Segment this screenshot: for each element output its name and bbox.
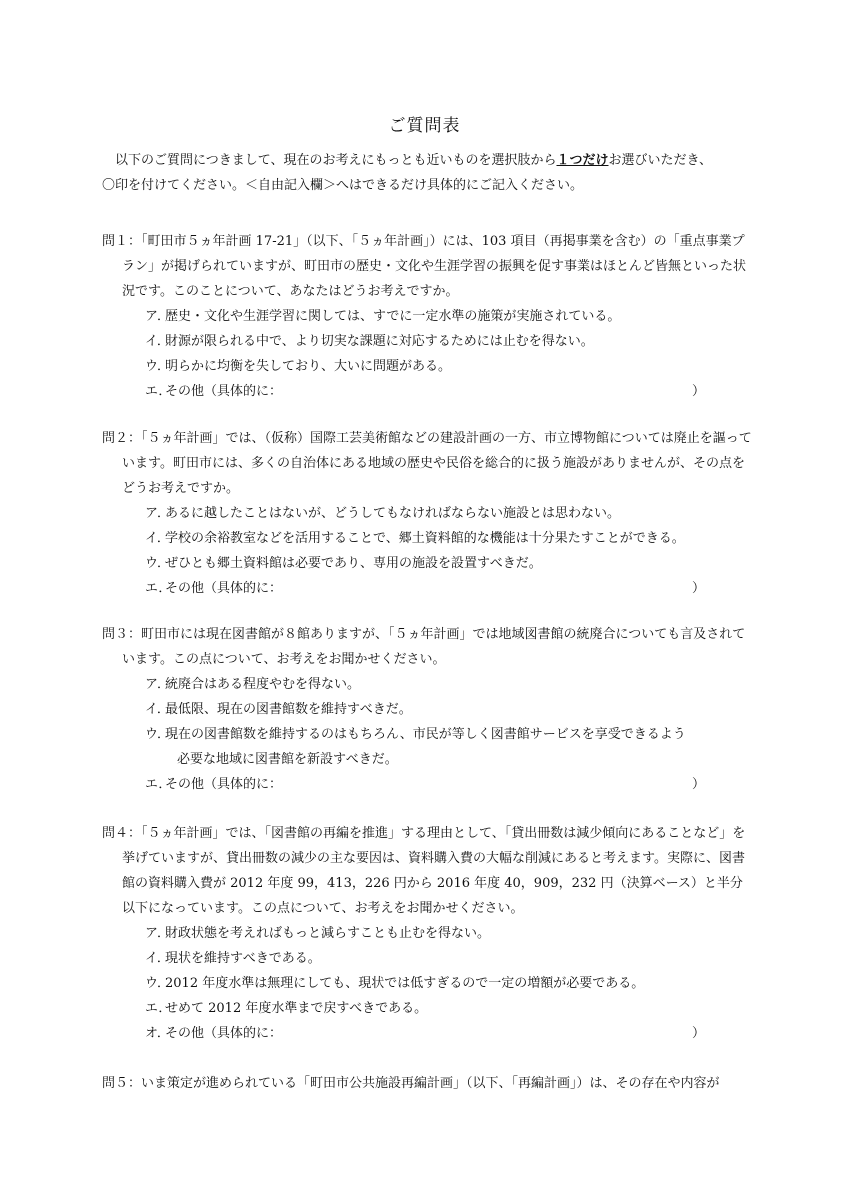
question-text [102,1071,752,1096]
intro-emphasis: １つだけ [556,153,609,168]
question-4 [102,821,752,1046]
question-5 [102,1071,752,1096]
option-mark: ア． [145,677,170,692]
option-text: その他（具体的に： [165,777,283,792]
option-mark: エ． [145,1001,172,1016]
option-text: 学校の余裕教室などを活用することで、郷土資料館的な機能は十分果たすことができる。 [165,531,685,546]
option-other[interactable] [102,379,752,404]
option-text: 最低限、現在の図書館数を維持すべきだ。 [165,702,412,717]
intro-text-after: お選びいただき、 [608,153,712,168]
question-body: いま策定が進められている「町田市公共施設再編計画」（以下、「再編計画」）は、その存在や内容が [141,1076,720,1091]
option-other[interactable] [102,1021,752,1046]
option-text: 現在の図書館数を維持するのはもちろん、市民が等しく図書館サービスを享受できるよう [165,727,686,742]
option-u[interactable] [102,971,752,996]
option-mark: イ． [145,951,170,966]
option-a[interactable] [102,672,752,697]
page-title: ご質問表 [388,116,461,136]
option-i[interactable] [102,697,752,722]
option-mark: イ． [145,531,170,546]
option-i[interactable] [102,526,752,551]
question-text [102,821,752,921]
option-list [102,501,752,601]
option-other[interactable] [102,772,752,797]
option-mark: ア． [145,309,170,324]
intro-text-before: 以下のご質問につきまして、現在のお考えにもっとも近いものを選択肢から [115,153,557,168]
question-label: 問５： [102,1076,142,1091]
other-close-paren: ） [692,384,706,399]
option-text: 2012 年度水準は無理にしても、現状では低すぎるので一定の増額が必要である。 [165,976,645,991]
question-1 [102,229,752,404]
option-a[interactable] [102,921,752,946]
option-mark: ウ． [145,976,170,991]
option-text-continued: 必要な地域に図書館を新設すべきだ。 [177,752,398,767]
question-label: 問２： [102,431,142,446]
question-text [102,229,752,304]
question-label: 問４： [102,826,142,841]
option-mark: ア． [145,506,170,521]
option-text: 財源が限られる中で、より切実な課題に対応するためには止むを得ない。 [165,334,594,349]
option-text: その他（具体的に： [165,384,283,399]
intro-line-1 [102,148,752,173]
option-list [102,921,752,1046]
question-text [102,426,752,501]
option-u[interactable] [102,354,752,379]
option-text: 現状を維持すべきである。 [165,951,321,966]
option-u[interactable] [102,551,752,576]
question-3 [102,622,752,797]
option-text: 明らかに均衡を失しており、大いに問題がある。 [165,359,452,374]
option-text: 歴史・文化や生涯学習に関しては、すでに一定水準の施策が実施されている。 [165,309,621,324]
intro-paragraph [102,148,752,198]
option-text: せめて 2012 年度水準まで戻すべきである。 [165,1001,428,1016]
option-i[interactable] [102,329,752,354]
question-text [102,622,752,672]
option-mark: エ． [145,777,172,792]
other-close-paren: ） [692,1026,706,1041]
question-label: 問３： [102,627,142,642]
option-a[interactable] [102,501,752,526]
option-list [102,672,752,797]
question-body: 「町田市５ヵ年計画 17-21」（以下、「５ヵ年計画」）には、103 項目（再掲事業を含む）の「重点事業プラン」が掲げられていますが、町田市の歴史・文化や生涯学習の振興を促す事業はほとんど皆無といった状況です。このことについて、あなたはどうお考えですか。 [122,234,747,299]
question-body: 「５ヵ年計画」では、（仮称）国際工芸美術館などの建設計画の一方、市立博物館については廃止を謳っています。町田市には、多くの自治体にある地域の歴史や民俗を総合的に扱う施設がありませんが、その点をどうお考えですか。 [122,431,752,496]
option-text: ぜひとも郷土資料館は必要であり、専用の施設を設置すべきだ。 [165,556,542,571]
option-u[interactable] [102,722,752,772]
question-body: 「５ヵ年計画」では、「図書館の再編を推進」する理由として、「貸出冊数は減少傾向にあることなど」を挙げていますが、貸出冊数の減少の主な要因は、資料購入費の大幅な削減にあると考えます。実際に、図書館の資料購入費が 2012 年度 99，413，226 円から 2016 年度 40，909，232 円（決算ベース）と半分以下になっています。この点について、お考えをお聞かせください。 [122,826,746,916]
option-text: 統廃合はある程度やむを得ない。 [165,677,361,692]
option-a[interactable] [102,304,752,329]
question-2 [102,426,752,601]
option-mark: ウ． [145,727,170,742]
option-e[interactable] [102,996,752,1021]
option-mark: ア． [145,926,170,941]
option-other[interactable] [102,576,752,601]
option-mark: ウ． [145,556,170,571]
option-text: その他（具体的に： [165,581,283,596]
option-list [102,304,752,404]
option-i[interactable] [102,946,752,971]
option-text: その他（具体的に： [165,1026,283,1041]
option-text: 財政状態を考えればもっと減らすことも止むを得ない。 [165,926,491,941]
other-close-paren: ） [692,777,706,792]
option-mark: エ． [145,384,172,399]
option-mark: オ． [145,1026,170,1041]
option-mark: ウ． [145,359,170,374]
other-close-paren: ） [692,581,706,596]
question-label: 問１： [102,234,142,249]
option-mark: エ． [145,581,172,596]
option-mark: イ． [145,334,170,349]
intro-line-2: 〇印を付けてください。＜自由記入欄＞へはできるだけ具体的にご記入ください。 [102,178,584,193]
option-text: あるに越したことはないが、どうしてもなければならない施設とは思わない。 [165,506,621,521]
question-body: 町田市には現在図書館が８館ありますが、「５ヵ年計画」では地域図書館の統廃合についても言及されています。この点について、お考えをお聞かせください。 [122,627,746,667]
option-mark: イ． [145,702,170,717]
